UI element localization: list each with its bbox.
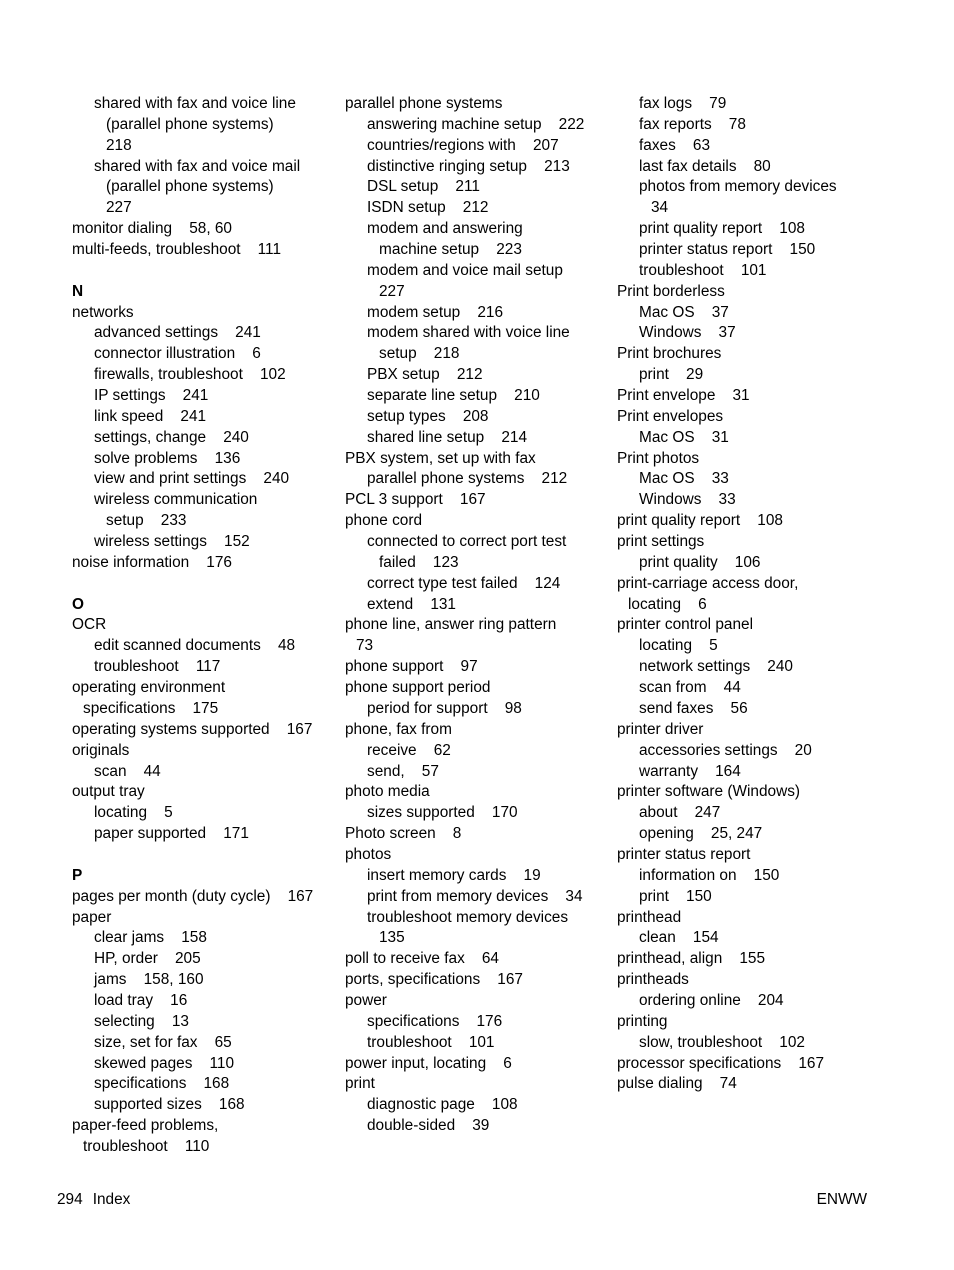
index-subentry: last fax details 80 [639,157,771,175]
index-subentry: settings, change 240 [94,428,249,446]
index-entry: print quality report 108 [617,512,783,530]
index-entry: poll to receive fax 64 [345,950,499,968]
index-entry: phone line, answer ring pattern [345,616,557,634]
index-entry: OCR [72,616,107,634]
index-section-letter: P [72,866,83,884]
index-entry: photos [345,845,392,863]
index-column-right [617,94,879,1095]
index-subentry: slow, troubleshoot 102 [639,1033,805,1051]
index-subentry: send faxes 56 [639,699,748,717]
index-entry: phone, fax from [345,720,452,738]
index-entry-continuation: machine setup 223 [379,241,522,259]
index-subentry: scan from 44 [639,679,741,697]
index-subentry: shared with fax and voice mail [94,157,301,175]
index-subentry: diagnostic page 108 [367,1096,518,1114]
index-entry-continuation: troubleshoot 110 [83,1137,210,1155]
index-subentry: print 150 [639,887,712,905]
index-subentry: warranty 164 [639,762,741,780]
index-subentry: printer status report 150 [639,241,816,259]
index-subentry: advanced settings 241 [94,324,261,342]
index-subentry: jams 158, 160 [94,971,204,989]
index-subentry: network settings 240 [639,658,793,676]
footer-edition-label: ENWW [816,1191,867,1208]
index-entry: printing [617,1012,668,1030]
index-subentry: troubleshoot 101 [639,261,767,279]
index-entry-continuation: 73 [356,637,374,655]
index-entry: printhead, align 155 [617,950,766,968]
index-entry: photo media [345,783,430,801]
index-entry: processor specifications 167 [617,1054,825,1072]
index-subentry: connector illustration 6 [94,345,261,363]
index-subentry: firewalls, troubleshoot 102 [94,366,286,384]
index-entry: power input, locating 6 [345,1054,512,1072]
index-entry: originals [72,741,130,759]
index-subentry: extend 131 [367,595,456,613]
index-subentry: supported sizes 168 [94,1096,245,1114]
index-subentry: solve problems 136 [94,449,241,467]
index-section-letter: O [72,595,84,613]
section-spacer [72,574,334,595]
index-entry: printhead [617,908,682,926]
index-subentry: troubleshoot 117 [94,658,221,676]
index-subentry: answering machine setup 222 [367,115,585,133]
index-entry: power [345,991,387,1009]
index-subentry: selecting 13 [94,1012,189,1030]
section-spacer [72,261,334,282]
index-column-left [72,94,334,1158]
index-entry: printheads [617,971,689,989]
index-entry: Print envelope 31 [617,387,750,405]
index-entry: Print borderless [617,282,725,300]
index-entry: ports, specifications 167 [345,971,523,989]
index-subentry: information on 150 [639,866,780,884]
index-entry-continuation: (parallel phone systems) [106,115,274,133]
index-subentry: HP, order 205 [94,950,201,968]
index-subentry: scan 44 [94,762,161,780]
index-entry: printer control panel [617,616,754,634]
index-subentry: Mac OS 33 [639,470,729,488]
index-subentry: opening 25, 247 [639,825,763,843]
index-entry: multi-feeds, troubleshoot 111 [72,241,282,259]
index-entry-continuation: specifications 175 [83,699,219,717]
index-subentry: parallel phone systems 212 [367,470,568,488]
index-subentry: distinctive ringing setup 213 [367,157,570,175]
index-subentry: modem setup 216 [367,303,504,321]
index-subentry: ordering online 204 [639,991,784,1009]
index-subentry: clean 154 [639,929,719,947]
index-entry: printer driver [617,720,704,738]
index-subentry: locating 5 [639,637,718,655]
index-subentry: PBX setup 212 [367,366,483,384]
index-subentry: insert memory cards 19 [367,866,541,884]
index-entry: pages per month (duty cycle) 167 [72,887,314,905]
index-subentry: troubleshoot 101 [367,1033,495,1051]
index-subentry: specifications 176 [367,1012,503,1030]
index-entry: PBX system, set up with fax [345,449,536,467]
index-entry-continuation: 135 [379,929,405,947]
index-subentry: connected to correct port test [367,533,567,551]
index-entry-continuation: 34 [651,199,669,217]
index-subentry: print quality report 108 [639,220,805,238]
index-entry: paper [72,908,112,926]
index-subentry: double-sided 39 [367,1117,490,1135]
index-subentry: send, 57 [367,762,439,780]
index-subentry: faxes 63 [639,136,711,154]
index-subentry: period for support 98 [367,699,522,717]
index-entry: print settings [617,533,705,551]
index-subentry: specifications 168 [94,1075,230,1093]
index-subentry: size, set for fax 65 [94,1033,232,1051]
index-entry-continuation: locating 6 [628,595,707,613]
index-entry-continuation: setup 233 [106,512,187,530]
index-entry: operating environment [72,679,226,697]
index-subentry: print quality 106 [639,553,761,571]
index-subentry: shared line setup 214 [367,428,528,446]
index-entry: pulse dialing 74 [617,1075,737,1093]
index-entry-continuation: setup 218 [379,345,460,363]
index-entry: print-carriage access door, [617,574,799,592]
index-entry: printer software (Windows) [617,783,801,801]
index-entry: PCL 3 support 167 [345,491,486,509]
index-section-letter: N [72,282,84,300]
index-entry: operating systems supported 167 [72,720,313,738]
index-subentry: troubleshoot memory devices [367,908,569,926]
index-column-middle [345,94,607,1137]
index-subentry: modem and voice mail setup [367,261,563,279]
index-subentry: skewed pages 110 [94,1054,235,1072]
index-entry: monitor dialing 58, 60 [72,220,232,238]
index-entry: Photo screen 8 [345,825,462,843]
index-subentry: Mac OS 31 [639,428,729,446]
index-entry: parallel phone systems [345,95,503,112]
index-subentry: separate line setup 210 [367,387,540,405]
index-subentry: DSL setup 211 [367,178,480,196]
index-subentry: correct type test failed 124 [367,574,561,592]
index-entry-continuation: 218 [106,136,132,154]
page-number: 294 [57,1191,83,1208]
index-subentry: modem and answering [367,220,523,238]
index-subentry: edit scanned documents 48 [94,637,296,655]
index-subentry: view and print settings 240 [94,470,290,488]
index-subentry: IP settings 241 [94,387,209,405]
index-entry-continuation: (parallel phone systems) [106,178,274,196]
index-entry: Print envelopes [617,407,724,425]
index-entry: phone support 97 [345,658,478,676]
page-footer-left [57,1190,130,1210]
index-subentry: accessories settings 20 [639,741,812,759]
index-entry: Print photos [617,449,700,467]
index-subentry: fax logs 79 [639,95,727,112]
index-subentry: fax reports 78 [639,115,746,133]
index-subentry: receive 62 [367,741,451,759]
index-subentry: Windows 37 [639,324,736,342]
index-subentry: wireless communication [94,491,258,509]
index-entry-continuation: 227 [106,199,132,217]
index-subentry: print from memory devices 34 [367,887,583,905]
index-subentry: photos from memory devices [639,178,837,196]
index-entry: phone cord [345,512,423,530]
index-subentry: link speed 241 [94,407,207,425]
index-entry-continuation: failed 123 [379,553,459,571]
index-subentry: print 29 [639,366,704,384]
index-subentry: shared with fax and voice line [94,95,296,112]
index-entry: Print brochures [617,345,722,363]
index-subentry: setup types 208 [367,407,489,425]
index-subentry: sizes supported 170 [367,804,518,822]
section-spacer [72,845,334,866]
index-entry: output tray [72,783,145,801]
footer-section-label: Index [92,1191,131,1208]
index-entry: noise information 176 [72,553,232,571]
index-entry: networks [72,303,134,321]
index-subentry: modem shared with voice line [367,324,570,342]
index-subentry: paper supported 171 [94,825,249,843]
index-entry: phone support period [345,679,491,697]
index-subentry: clear jams 158 [94,929,207,947]
index-subentry: about 247 [639,804,721,822]
index-subentry: locating 5 [94,804,173,822]
index-entry: paper-feed problems, [72,1117,219,1135]
index-entry-continuation: 227 [379,282,405,300]
index-subentry: countries/regions with 207 [367,136,559,154]
index-subentry: load tray 16 [94,991,188,1009]
index-entry: print [345,1075,375,1093]
index-entry: printer status report [617,845,751,863]
index-subentry: wireless settings 152 [94,533,250,551]
index-subentry: ISDN setup 212 [367,199,489,217]
index-subentry: Windows 33 [639,491,736,509]
index-subentry: Mac OS 37 [639,303,729,321]
